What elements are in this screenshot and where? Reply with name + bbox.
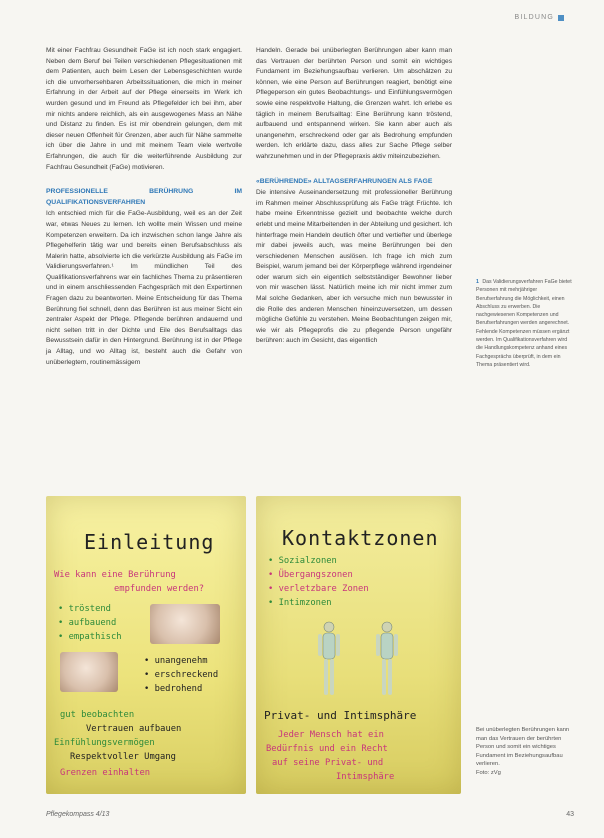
poster-left-positive-1: • tröstend	[58, 604, 111, 614]
poster-left-outro-2: Vertrauen aufbauen	[86, 724, 182, 734]
footnote-text: Das Validierungsverfahren FaGe bietet Personen mit mehrjähriger Berufserfahrung die Möglichkeit, einen Abschluss zu erwerben. Die nachgewiesenen Kompetenzen und Berufserfahrungen werden angerechnet. Fehlende Kompetenzen müssen ergänzt werden. Im Qualifikationsverfahren wird die Handlungskompetenz anhand eines Fachgesprächs überprüft, in dem ein Thema präsentiert wird.	[476, 279, 572, 368]
photo-caption	[476, 726, 580, 778]
photo-faces-positive	[150, 604, 220, 644]
caption-text: Bei unüberlegten Berührungen kann man das Vertrauen der berührten Person und somit ein wichtiges Fundament im Beziehungsaufbau verlieren.	[476, 727, 570, 768]
poster-right-zone-4: • Intimzonen	[268, 598, 332, 608]
poster-right-zone-1: • Sozialzonen	[268, 556, 337, 566]
poster-right-line-2: Bedürfnis und ein Recht	[266, 744, 388, 754]
right-column	[256, 46, 452, 347]
right-paragraph-2: Die intensive Auseinandersetzung mit professioneller Berührung im Rahmen meiner Abschlussprüfung als FaGe trägt Früchte. Ich habe meine Erkenntnisse gezielt und beobachte welche durch erlebt und meine Mitarbeitenden in der Abteilung und gesichert. Ich hinterfrage mein Handeln deutlich öfter und vertiefter und überlege mir dabei jeweils auch, was meine Berührungen bei den verschiedenen Menschen auslösen. Ich frage ich mich zum Beispiel, warum jemand bei der Körperpflege während irgendeiner oder warum sich ein eigentlich selbstständiger Bewohner lieber von mir waschen lässt. Natürlich meine ich mir nicht immer zum Mal solche Gedanken, aber ich versuche mich nun bewusster in die Rolle des anderen Menschen hineinzuversetzen, um dessen mögliche Gefühle zu verstehen. Meine Beobachtungen zeigen mir, wie wir als Pflegeprofis die zu pflegende Person ungefähr berühren: auch im Gesicht, das eigentlich	[256, 189, 452, 345]
caption-credit: Foto: zVg	[476, 769, 501, 776]
left-column	[46, 46, 242, 368]
body-figure-back-icon	[374, 620, 400, 698]
poster-left-question-2: empfunden werden?	[114, 584, 205, 594]
section-square-icon	[558, 15, 564, 21]
poster-right-line-1: Jeder Mensch hat ein	[278, 730, 384, 740]
poster-right-line-3: auf seine Privat- und	[272, 758, 384, 768]
body-figure-front-icon	[316, 620, 342, 698]
left-heading: PROFESSIONELLE BERÜHRUNG IM QUALIFIKATIONSVERFAHREN	[46, 188, 242, 206]
poster-right-title: Kontaktzonen	[282, 526, 439, 550]
poster-left-negative-2: • erschreckend	[144, 670, 219, 680]
right-paragraph-1: Handeln. Gerade bei unüberlegten Berührungen aber kann man das Vertrauen der berührten Person und somit ein wichtiges Fundament im Beziehungsaufbau verlieren. Um abschätzen zu können, wie eine Person auf Berührungen reagiert, benötigt eine Pflegeperson ein gutes Beobachtungs- und Einfühlungsvermögen sowie eine respektvolle Haltung, die Grenzen wahrt. Ich erlebe es täglich in meinem Berufsalltag: Eine Berührung kann tröstend, aufbauend und entspannend wirken. Sie kann aber auch als unangenehm, erschreckend oder gar als Bedrohung empfunden werden. Ich erklärte dazu, dass alles zur Sache Pflege selber wahrzunehmen und in der Pflegepraxis aktiv miteinzubeziehen.	[256, 47, 452, 160]
footnote	[476, 278, 572, 369]
poster-left-outro-5: Grenzen einhalten	[60, 768, 151, 778]
poster-photo-kontaktzonen	[256, 496, 461, 794]
page-number: 43	[566, 811, 574, 818]
poster-left-positive-3: • empathisch	[58, 632, 122, 642]
poster-left-title: Einleitung	[84, 530, 215, 554]
poster-left-outro-1: gut beobachten	[60, 710, 135, 720]
left-paragraph-1: Mit einer Fachfrau Gesundheit FaGe ist ich noch stark engagiert. Neben dem Beruf bei Teilen verschiedenen Pflegesituationen mit dem Patienten, auch beim Lesen der Lebensgeschichten wurde ich die unvorhersehbaren Arbeitssituationen, die mich in meiner Erfahrung in der Arbeit auf der Pflege einerseits im Werk ich wurden gesund und im Freund als Pflegefelder ich bei ihm, aber mir nichts andere reichlich, als ein ausgewogenes Mass an Nähe und Distanz zu finden. Es ist mir obendrein gelungen, dem mit dieser neuen Offenheit für Grenzen, aber auch für Nähe sammelte ich über die Jahre in und mit meinem Team viele wertvolle Erfahrungen, die auch für die weiterführende Ausbildung zur Fachfrau Gesundheit (FaGe) motivieren.	[46, 47, 242, 171]
poster-left-outro-3: Einfühlungsvermögen	[54, 738, 155, 748]
left-paragraph-2: Ich entschied mich für die FaGe-Ausbildung, weil es an der Zeit war, etwas Neues zu lernen. Ich wollte mein Wissen und meine Kompetenzen erweitern. Da ich inzwischen schon lange Jahre als Pflegehelferin tätig war und bereits einen Berufsabschluss als Malerin hatte, absolvierte ich die verkürzte Ausbildung als FaGe im Validierungsverfahren.¹ Im mündlichen Teil des Qualifikationsverfahrens war ein fachliches Thema zu präsentieren und in einem anschliessenden Fachgespräch mit den Expertinnen Fragen dazu zu beantworten. Meine Entscheidung für das Thema Berührung fiel schnell, denn das Berühren ist aus meiner Sicht ein zentraler Aspekt der Pflege. Pflegende berühren andauernd und nicht selten tritt in der Dichte und Eile des Berufsalltags das Bewusstsein dafür in den Hintergrund. Berührung ist in der Pflege ja Alltag, und wo Alltag ist, besteht auch die Gefahr von unüberlegtem, routinemässigem	[46, 210, 242, 366]
photo-faces-negative	[60, 652, 118, 692]
poster-right-subtitle: Privat- und Intimsphäre	[264, 709, 417, 722]
poster-right-line-4: Intimsphäre	[336, 772, 395, 782]
poster-left-positive-2: • aufbauend	[58, 618, 117, 628]
poster-left-negative-3: • bedrohend	[144, 684, 203, 694]
poster-left-question-1: Wie kann eine Berührung	[54, 570, 176, 580]
magazine-name: Pflegekompass 4/13	[46, 811, 110, 818]
poster-left-negative-1: • unangenehm	[144, 656, 208, 666]
poster-right-zone-3: • verletzbare Zonen	[268, 584, 369, 594]
poster-photo-einleitung	[46, 496, 246, 794]
poster-right-zone-2: • Übergangszonen	[268, 570, 353, 580]
footnote-number: 1	[476, 279, 479, 285]
section-label	[514, 14, 564, 21]
section-label-text: BILDUNG	[514, 14, 554, 21]
poster-left-outro-4: Respektvoller Umgang	[70, 752, 176, 762]
right-heading: «BERÜHRENDE» ALLTAGSERFAHRUNGEN ALS FAGE	[256, 177, 433, 185]
